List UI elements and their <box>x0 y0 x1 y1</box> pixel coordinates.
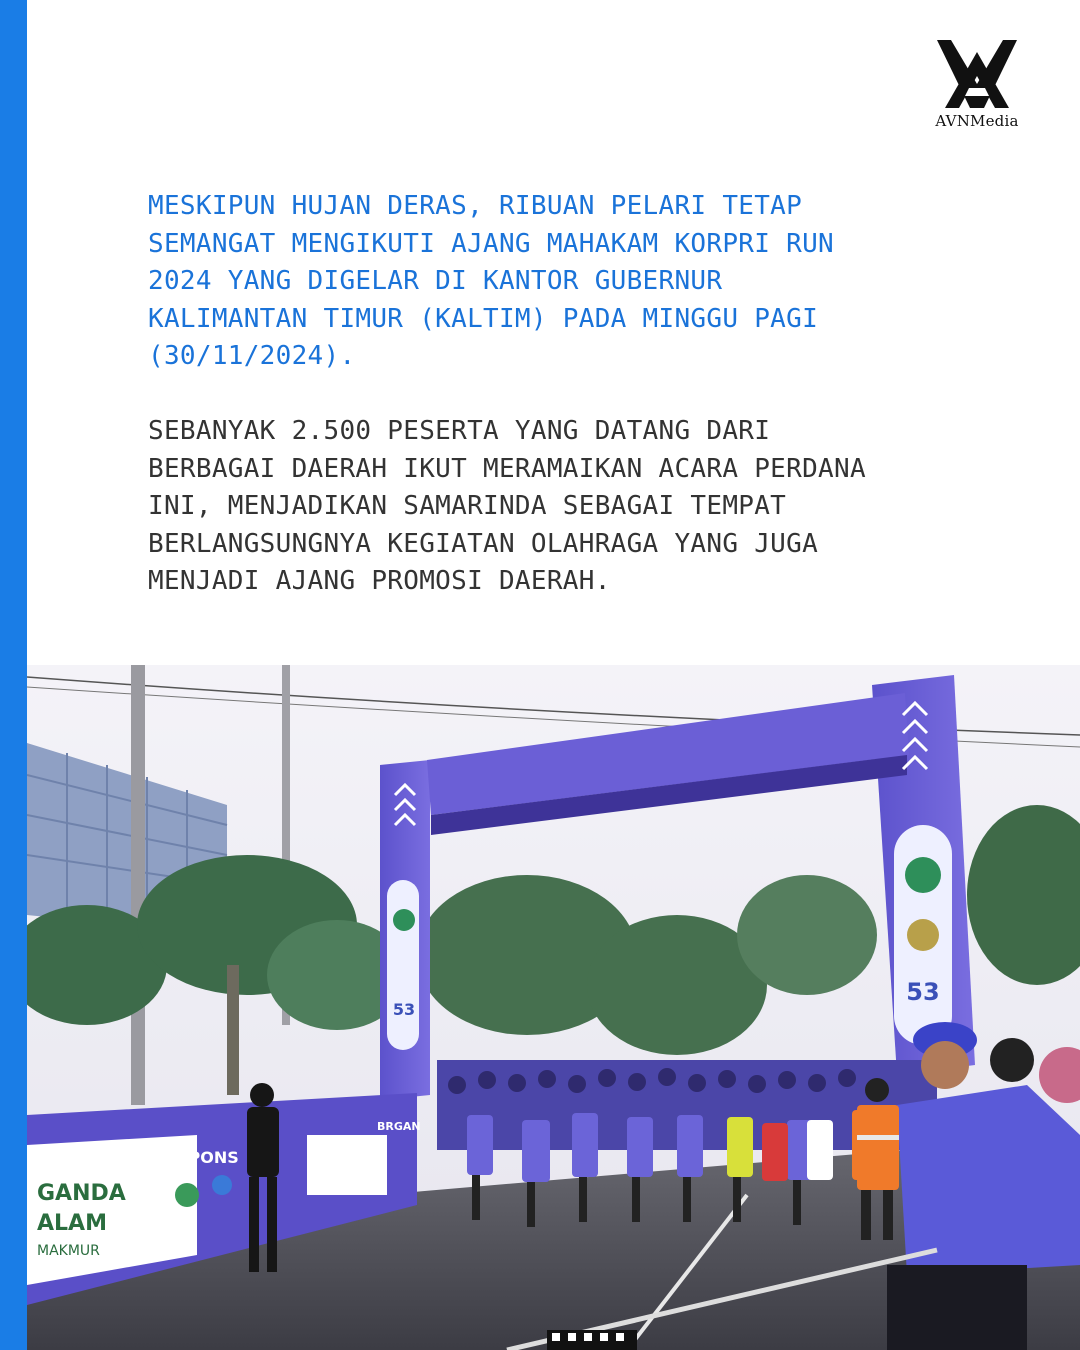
brand-name: AVNMedia <box>935 112 1019 130</box>
banner-text-4: SPONS <box>177 1148 239 1167</box>
banner-text-1: GANDA <box>37 1181 126 1206</box>
body-paragraph: SEBANYAK 2.500 PESERTA YANG DATANG DARI BERBAGAI DAERAH IKUT MERAMAIKAN ACARA PERDANA INI, MENJADIKAN SAMARINDA SEBAGAI TEMPAT BERLANGSUNGNYA KEGIATAN OLAHRAGA YANG JUGA MENJADI AJANG PROMOSI DAERAH. <box>148 416 866 596</box>
banner-text-2: ALAM <box>37 1211 107 1236</box>
banner-text-5: BRGAN <box>377 1120 421 1133</box>
headline-paragraph: MESKIPUN HUJAN DERAS, RIBUAN PELARI TETAP SEMANGAT MENGIKUTI AJANG MAHAKAM KORPRI RUN 2024 YANG DIGELAR DI KANTOR GUBERNUR KALIMANTAN TIMUR (KALTIM) PADA MINGGU PAGI (30/11/2024). <box>148 191 834 371</box>
arch-number-right: 53 <box>906 978 940 1006</box>
arch-number-left: 53 <box>392 1000 416 1019</box>
avn-logo-icon <box>935 38 1019 110</box>
race-start-photo <box>27 665 1080 1350</box>
brand-logo <box>925 38 1029 138</box>
banner-text-3: MAKMUR <box>37 1243 100 1259</box>
left-accent-bar <box>0 0 27 1350</box>
